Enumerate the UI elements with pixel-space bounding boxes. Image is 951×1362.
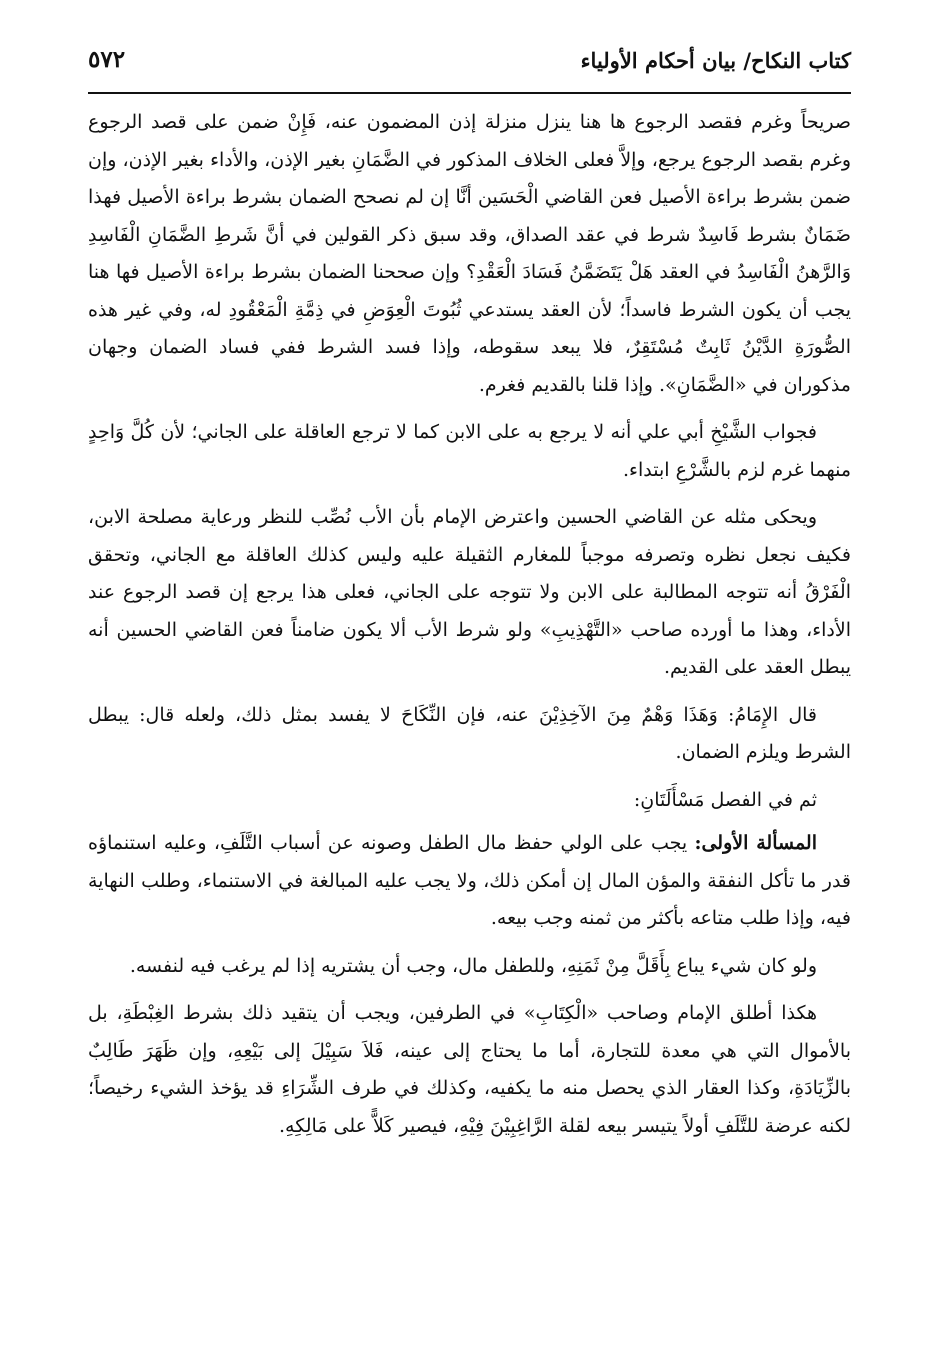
paragraph: ثم في الفصل مَسْأَلَتَانِ:	[633, 788, 817, 811]
page-number: ٥٧٢	[88, 46, 126, 73]
page-header	[88, 40, 851, 92]
paragraph: هكذا أطلق الإمام وصاحب «الْكِتَابِ» في الطرفين، ويجب أن يتقيد ذلك بشرط الغِبْطَةِ، بل بالأموال التي هي معدة للتجارة، أما ما يحتاج إلى عينه، فَلاَ سَبِيْلَ إلى بَيْعِهِ، وإن ظَهَرَ طَالِبٌ بالزِّيَادَةِ، وكذا العقار الذي يحصل منه ما يكفيه، وكذلك في طرف الشِّرَاءِ قد يؤخذ الشيء رخيصاً؛ لكنه عرضة للتَّلَفِ أولاً يتيسر بيعه لقلة الرَّاغِبِيْنَ فِيْهِ، فيصير كَلاًّ على مَالِكِهِ.	[88, 1002, 851, 1137]
paragraph: ولو كان شيء يباع بِأَقَلَّ مِنْ ثَمَنِهِ، وللطفل مال، وجب أن يشتريه إذا لم يرغب فيه لنفسه.	[129, 954, 817, 977]
paragraph: صريحاً وغرم فقصد الرجوع ها هنا ينزل منزلة إذن المضمون عنه، فَإِنْ ضمن على قصد الرجوع وغرم بقصد الرجوع يرجع، وإلاَّ فعلى الخلاف المذكور في الضَّمَانِ بغير الإذن، والأداء بغير الإذن، وإن ضمن بشرط براءة الأصيل فعن القاضي الْحَسَين أنَّا إن لم نصحح الضمان بشرط براءة الأصيل فهذا ضَمَانٌ بشرط فَاسِدٌ شرط في عقد الصداق، وقد سبق ذكر القولين في أنَّ شَرطِ الضَّمَانِ الْفَاسِدِ وَالرَّهنُ الْفَاسِدُ في العقد هَلْ يَتَضَمَّنُ فَسَادَ الْعَقْدِ؟ وإن صححنا الضمان بشرط براءة الأصيل فها هنا يجب أن يكون الشرط فاسداً؛ لأن العقد يستدعي ثُبُوتَ الْعِوَضِ في ذِمَّةِ الْمَعْقُودِ له، وفي غير هذه الصُّورَةِ الدَّيْنُ ثَابِتٌ مُسْتَقِرٌ، فلا يبعد سقوطه، وإذا فسد الشرط ففي فساد الضمان وجهان مذكوران في «الضَّمَانِ». وإذا قلنا بالقديم فغرم.	[88, 111, 851, 396]
paragraph: فجواب الشَّيْخِ أبي علي أنه لا يرجع به على الابن كما لا ترجع العاقلة على الجاني؛ لأن كُلَّ وَاحِدٍ منهما غرم لزم بالشَّرْعِ ابتداء.	[88, 421, 851, 481]
paragraph: المسألة الأولى: يجب على الولي حفظ مال الطفل وصونه عن أسباب التَّلَفِ، وعليه استنماؤه قدر ما تأكل النفقة والمؤن المال إن أمكن ذلك، ولا يجب عليه المبالغة في الاستنماء، وطلب النهاية فيه، وإذا طلب متاعه بأكثر من ثمنه وجب بيعه.	[88, 832, 851, 929]
section-lead: المسألة الأولى:	[694, 832, 817, 854]
paragraph: قال الإِمَامُ: وَهَذَا وَهْمٌ مِنَ الآخِذِيْنَ عنه، فإن النِّكَاحَ لا يفسد بمثل ذلك، ولعله قال: يبطل الشرط ويلزم الضمان.	[88, 703, 851, 763]
running-title: كتاب النكاح/ بيان أحكام الأولياء	[580, 48, 851, 73]
paragraph: ويحكى مثله عن القاضي الحسين واعترض الإمام بأن الأب نُصِّب للنظر ورعاية مصلحة الابن، فكيف نجعل نظره وتصرفه موجباً للمغارم الثقيلة عليه وليس كذلك العاقلة مع الجاني، وتحقق الْفَرْقُ أنه تتوجه المطالبة على الابن ولا تتوجه على الجاني، فعلى هذا يرجع إن قصد الرجوع عند الأداء، وهذا ما أورده صاحب «التَّهْذِيبِ» ولو شرط الأب ألا يكون ضامناً فعن القاضي الحسين أنه يبطل العقد على القديم.	[88, 506, 851, 678]
page-body	[88, 104, 851, 1155]
header-divider	[88, 92, 851, 94]
